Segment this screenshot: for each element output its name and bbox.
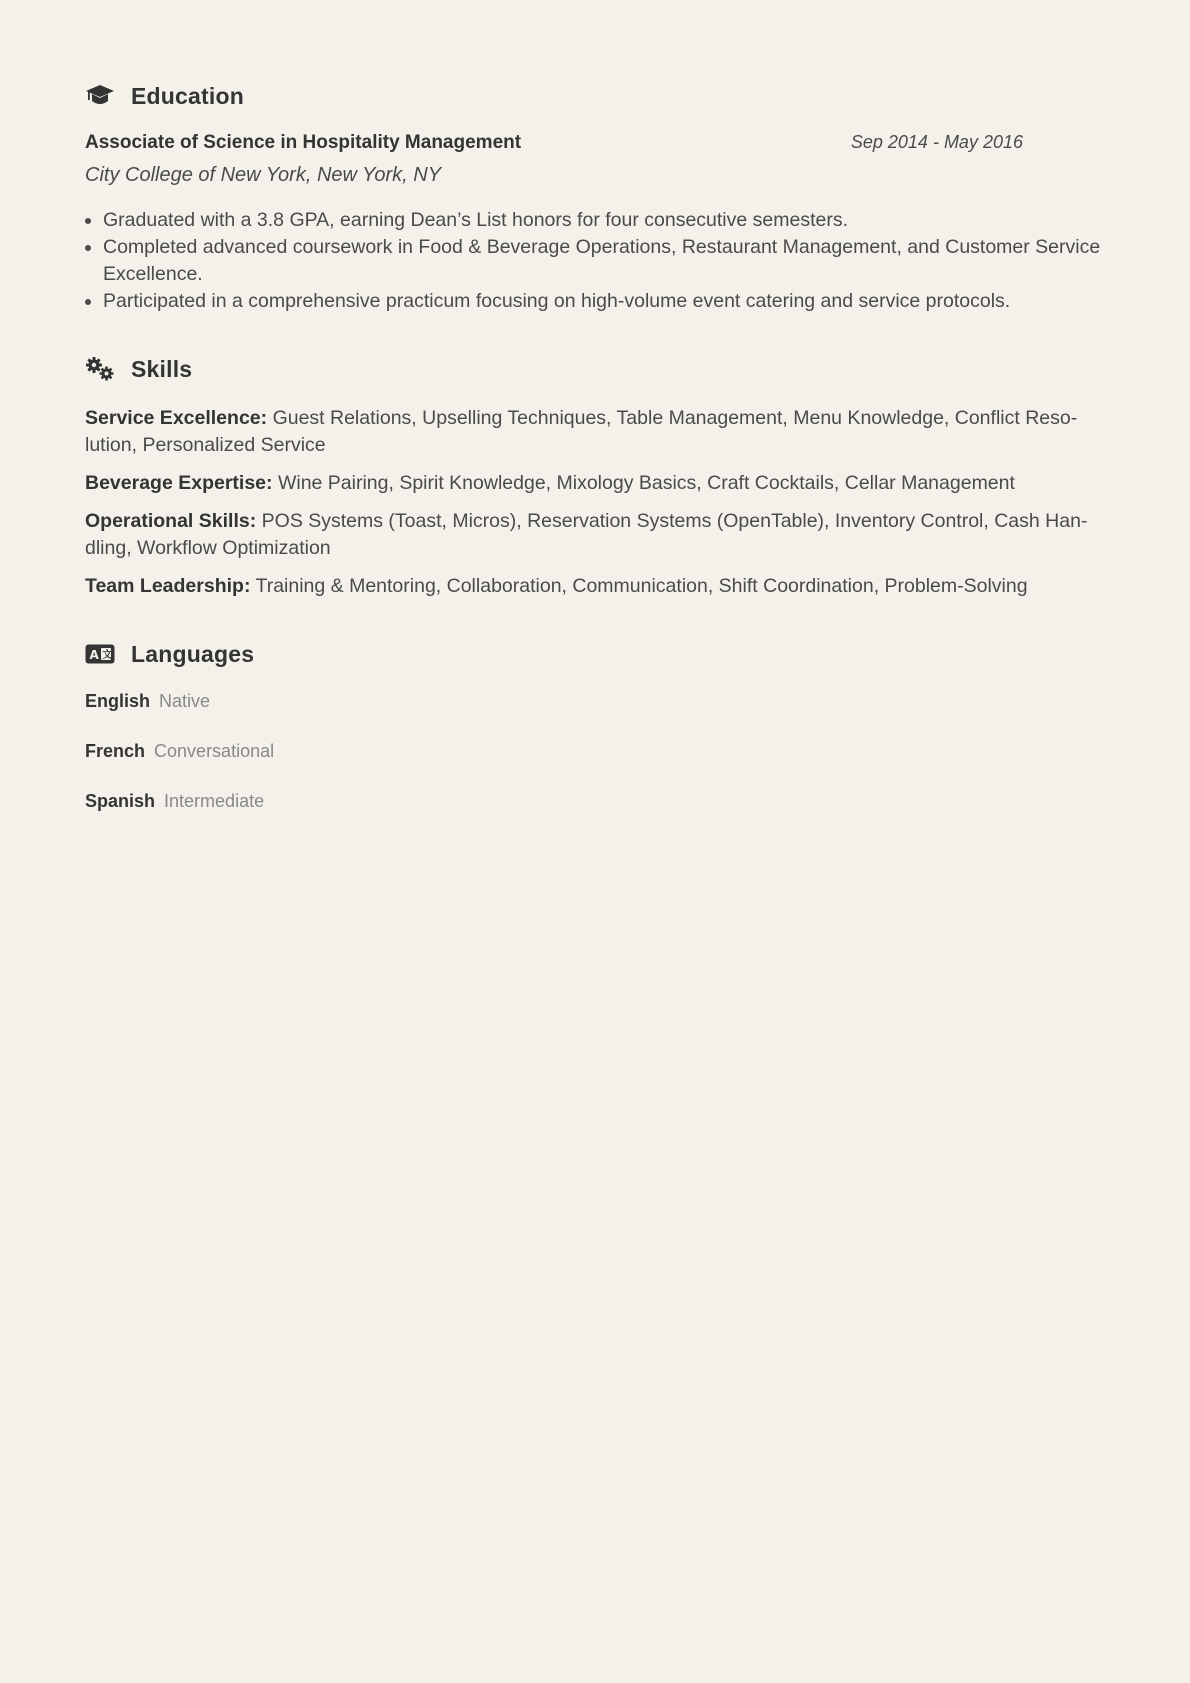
education-bullets — [85, 207, 1105, 315]
languages-header — [85, 628, 1105, 680]
resume-page — [85, 70, 1105, 841]
graduation-cap-icon — [85, 81, 115, 111]
language-item — [85, 690, 1105, 713]
skill-row — [85, 470, 1105, 497]
skill-label: Team Leadership: — [85, 575, 251, 597]
education-entry-header — [85, 132, 1023, 154]
language-icon — [85, 639, 115, 669]
languages-section — [85, 628, 1105, 813]
language-item — [85, 740, 1105, 763]
skills-title: Skills — [131, 355, 193, 382]
list-item: • Participated in a comprehensive practicum focusing on high-volume event catering and service protocols. — [103, 288, 1105, 315]
language-item — [85, 790, 1105, 813]
education-section — [85, 70, 1105, 315]
skill-label: Operational Skills: — [85, 510, 257, 532]
language-level: Conversational — [154, 741, 275, 761]
education-title: Education — [131, 82, 244, 109]
skill-row — [85, 405, 1105, 459]
education-header — [85, 70, 1105, 122]
school-name: City College of New York, New York, NY — [85, 164, 442, 186]
skill-label: Beverage Expertise: — [85, 472, 273, 494]
skill-row — [85, 573, 1105, 600]
skill-value: Guest Relations, Upselling Techniques, Table Management, Menu Knowledge, Conflict Resolution, Personalized Service — [85, 407, 1078, 456]
languages-title: Languages — [131, 640, 255, 667]
language-name: French — [85, 741, 146, 761]
skill-label: Service Excellence: — [85, 407, 268, 429]
language-level: Intermediate — [164, 791, 265, 811]
skill-value: Training & Mentoring, Collaboration, Communication, Shift Coordination, Problem-Solving — [255, 575, 1028, 597]
svg-text:A: A — [89, 648, 99, 662]
degree-title: Associate of Science in Hospitality Management — [85, 132, 522, 153]
language-name: English — [85, 691, 151, 711]
gears-icon — [85, 354, 115, 384]
skills-header — [85, 343, 1105, 395]
language-name: Spanish — [85, 791, 156, 811]
list-item: • Completed advanced coursework in Food & Beverage Operations, Restaurant Management, and Customer Service Excellence. — [103, 234, 1105, 288]
list-item: • Graduated with a 3.8 GPA, earning Dean’s List honors for four consecutive semesters. — [103, 207, 1105, 234]
svg-text:文: 文 — [102, 650, 113, 661]
skill-value: POS Systems (Toast, Micros), Reservation Systems (OpenTable), Inventory Control, Cash Handling, Workflow Optimization — [85, 510, 1088, 559]
education-dates: Sep 2014 - May 2016 — [850, 132, 1023, 152]
skill-value: Wine Pairing, Spirit Knowledge, Mixology Basics, Craft Cocktails, Cellar Management — [277, 472, 1015, 494]
skills-section — [85, 343, 1105, 600]
skill-row — [85, 508, 1105, 562]
language-level: Native — [159, 691, 211, 711]
